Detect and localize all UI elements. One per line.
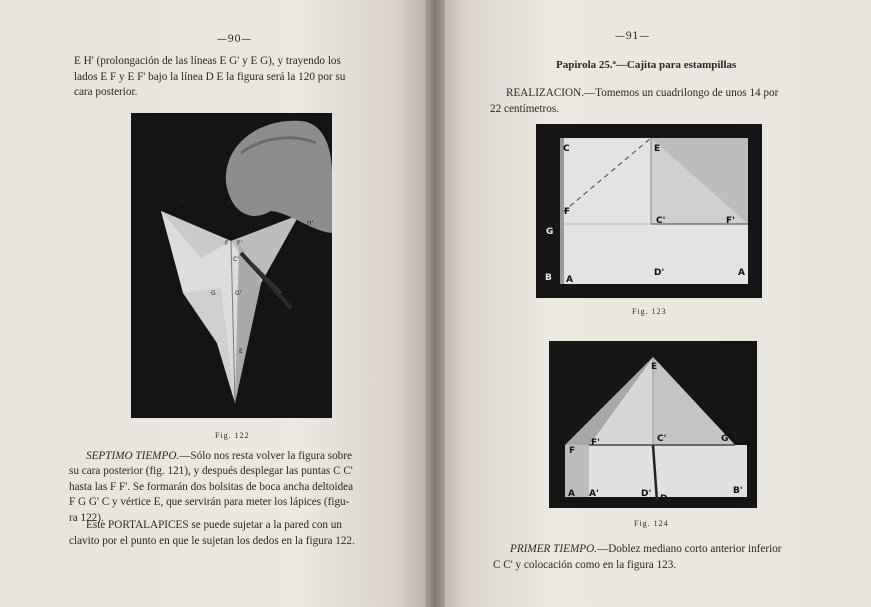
figure-123-caption: Fig. 123 [632,307,667,316]
figure-124-caption: Fig. 124 [634,519,669,528]
figure-123-photo [536,124,762,298]
text-line: ra 122). [69,511,104,524]
fig124-label: C' [657,434,667,444]
septimo-paragraph [86,449,406,465]
text-line [493,542,853,558]
page-number: —91— [615,31,650,42]
portalapices-paragraph [69,518,409,549]
fig123-label: F [564,207,571,217]
fig123-label: D' [654,268,665,278]
realizacion-paragraph [490,86,850,117]
fig123-label: B [545,273,552,283]
text-line: E H' (prolongación de las líneas E G' y E G), y trayendo los [74,55,341,67]
right-page [438,0,871,607]
septimo-heading: SEPTIMO TIEMPO. [86,450,180,462]
fig122-label: C' [233,256,239,263]
fig124-label: F' [591,438,600,448]
fig124-label: B' [733,486,743,496]
top-paragraph [74,54,404,101]
text-line: F G G' C y vértice E, que servirán para meter los lápices (figu- [69,496,350,508]
section-heading: Papirola 25.ª—Cajita para estampillas [556,59,737,71]
fig122-label: B [180,198,185,205]
fig124-label: F [569,446,576,456]
text-line: Este PORTALAPICES se puede sujetar a la pared con un [86,519,342,531]
fig124-label: A [568,489,575,499]
fig123-label: G [546,227,554,237]
page-number: —90— [217,34,252,45]
fig123-label: E [654,144,661,154]
fig123-label: A [566,275,573,285]
fig122-label: E [239,348,243,355]
figure-122-caption: Fig. 122 [215,431,250,440]
figure-124-illustration [549,341,757,508]
fig124-label: D [660,494,668,504]
left-page [0,0,430,607]
primer-paragraph [493,542,853,573]
fig123-label: F' [726,216,735,226]
figure-122-photo [131,113,332,418]
fig122-label: H [145,226,150,233]
text-line: 22 centímetros. [490,102,559,115]
figure-124-photo [549,341,757,508]
fig124-label: D' [641,489,652,499]
fig122-label: H' [307,220,314,227]
fig123-label: C' [656,216,666,226]
fig122-label: F' [237,240,243,247]
book-gutter [425,0,445,607]
figure-122-illustration [131,113,332,418]
text-line: clavito por el punto en que le sujetan los dedos en la figura 122. [69,534,355,547]
fig122-label: F [225,240,229,247]
fig122-label: G' [235,290,242,297]
septimo-lead: —Sólo nos resta volver la figura sobre [179,450,352,462]
primer-heading: PRIMER TIEMPO. [510,543,597,555]
fig122-label: G [211,290,216,297]
fig123-label: C [563,144,570,154]
text-line: hasta las F F'. Se formarán dos bolsitas de boca ancha deltoidea [69,480,354,493]
text-line: REALIZACION.—Tomemos un cuadrilongo de unos 14 por [506,87,779,99]
text-line: lados E F y E F' bajo la línea D E la figura será la 120 por su [74,70,346,83]
fig124-label: E [651,362,658,372]
text-line: su cara posterior (fig. 121), y después desplegar las puntas C C' [69,465,353,477]
fig122-label: D [171,314,176,321]
text-line: cara posterior. [74,86,138,98]
fig122-label: C [175,280,180,287]
septimo-body [69,464,409,526]
fig124-label: A' [589,489,599,499]
fig124-label: G' [721,434,732,444]
figure-123-illustration [536,124,762,298]
primer-lead: —Doblez mediano corto anterior inferior [597,543,782,555]
text-line: C C' y colocación como en la figura 123. [493,558,677,571]
text-line [86,449,406,465]
fig123-label: A [738,268,745,278]
